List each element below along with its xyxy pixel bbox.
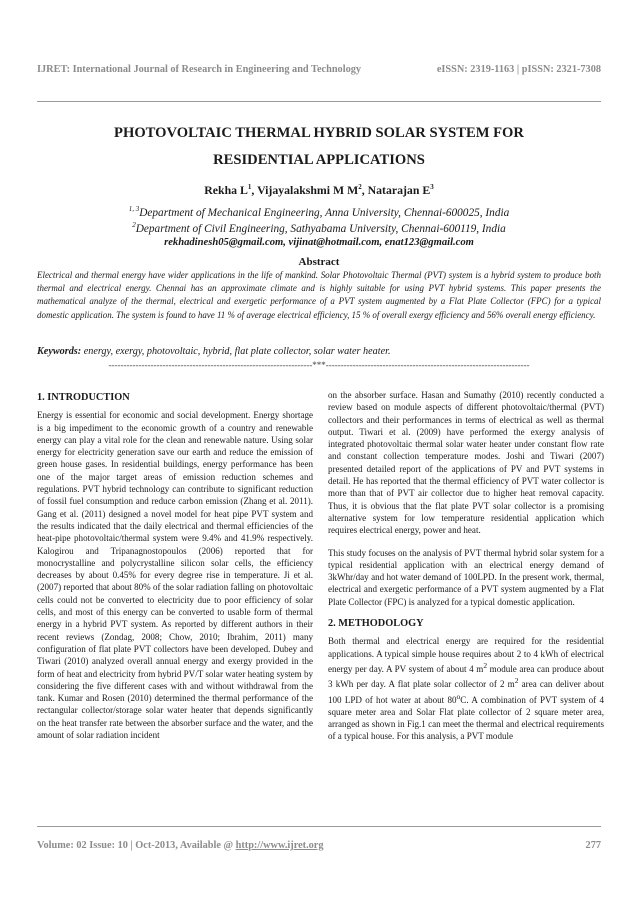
affiliation-1: [37, 205, 601, 219]
affiliation-1-text: Department of Mechanical Engineering, Anna University, Chennai-600025, India: [139, 206, 510, 219]
affiliation-1-sup: 1, 3: [128, 205, 140, 213]
keywords: [37, 346, 601, 357]
journal-name: IJRET: International Journal of Research in Engineering and Technology: [37, 64, 362, 75]
methodology-paragraph: [328, 635, 604, 742]
intro-paragraph: Energy is essential for economic and social development. Energy shortage is a big impediment to the economic growth of a country and renewable energy can play a vital role for the clean and renewable nature. Using solar energy for electricity generation save our earth and reduce the emission of green house gases. In residential buildings, energy performance has been one of the major target areas of emission reduction schemes and regulations. PVT hybrid technology can contribute to significant reduction of fossil fuel consumption and reduce carbon emission (Zhang et al. 2011). Gang et al. (2011) designed a novel model for heat pipe PVT system and the results indicated that the daily electrical and thermal efficiencies of the heat-pipe photovoltaic/thermal system were 9.4% and 41.9% respectively. Kalogirou and Tripanagnostopoulos (2006) reported that for monocrystalline and polycrystalline silicon solar cells, the efficiency decreases by about 0.45% for every degree rise in temperature. Ji et al. (2007) reported that about 80% of the solar radiation falling on photovoltaic cells could not be converted to electricity due to poor efficiency of solar cells, and most of this energy can be converted to usable form of thermal energy in a hybrid PVT system. As reported by different authors in their recent reviews (Zondag, 2008; Chow, 2010; Ibrahim, 2011) many configuration of flat plate PVT collectors have been developed. Dubey and Tiwari (2010) analyzed overall annual energy and exergy provided in the form of heat and electricity from hybrid PV/T solar water heating system by considering the five different cases with and without withdrawal from the tank. Kumar and Rosen (2010) determined the thermal performance of the rectangular collector/storage solar water heater that depends significantly on the heat transfer rate between the absorber surface and the water, and the amount of solar radiation incident: [37, 410, 313, 741]
right-column: [328, 389, 604, 753]
abstract-heading: Abstract: [298, 256, 340, 268]
methodology-text-c: area can deliver about 100 LPD of hot water at about 80: [328, 679, 604, 705]
left-column: [37, 392, 313, 751]
sup-m2-a: 2: [483, 660, 488, 670]
study-focus-paragraph: This study focuses on the analysis of PVT thermal hybrid solar system for a typical residential application with an electrical energy demand of 3kWhr/day and hot water demand of 100LPD. In the present work, thermal, electrical and exergetic performance of a PVT system augmented by a Flat Plate Collector (FPC) is analyzed for a typical domestic application.: [328, 547, 604, 607]
intro-paragraph-continued: on the absorber surface. Hasan and Sumathy (2010) recently conducted a review based on module aspects of different photovoltaic/thermal (PVT) collectors and their performances in terms of electrical as well as thermal output. Tiwari et al. (2009) have performed the exergy analysis of integrated photovoltaic thermal solar water heater under constant flow rate and constant collection temperature modes. Joshi and Tiwari (2007) presented detailed report of the applications of PV and PVT systems in detail. He has reported that the thermal efficiency of PVT water collector is more than that of PVT air collector due to higher heat removal capacity. Thus, it is obvious that the flat plate PVT solar collector is a promising alternative system for low temperature residential application which requires electrical energy, power and heat.: [328, 390, 604, 536]
methodology-text-a: Both thermal and electrical energy are required for the residential applications. A typical simple house requires about 2 to 4 kWh of electrical energy per day. A PV system of about 4 m: [328, 636, 604, 674]
affiliation-2-sup: 2: [132, 221, 136, 229]
keywords-label: Keywords:: [37, 346, 82, 357]
methodology-text-d: C. A combination of PVT system of 4 square meter area and Solar Flat plate collector of 2 square meter area, arranged as shown in Fig.1 can meet the thermal and electrical requirements of a typical house. For this analysis, a PVT module: [328, 694, 605, 742]
author-1: Rekha L: [204, 183, 248, 197]
page-number: 277: [585, 840, 601, 851]
section-heading-methodology: 2. METHODOLOGY: [328, 618, 424, 630]
footer-rule: [37, 826, 601, 827]
section-divider: --------------------------------------------------------------------***--------------------------------------------------------------------: [108, 360, 530, 370]
issn: eISSN: 2319-1163 | pISSN: 2321-7308: [436, 64, 601, 75]
methodology-text-b: module area can produce about 3 kWh per day. A flat plate solar collector of 2 m: [328, 663, 605, 690]
author-1-sup: 1: [247, 183, 252, 192]
author-3: Natarajan E: [367, 183, 431, 197]
author-2: Vijayalakshmi M M: [257, 183, 359, 197]
affiliation-2-text: Department of Civil Engineering, Sathyabama University, Chennai-600119, India: [135, 222, 506, 235]
author-emails: rekhadinesh05@gmail.com, vijinat@hotmail.com, enat123@gmail.com: [164, 237, 474, 248]
title-line-2: RESIDENTIAL APPLICATIONS: [213, 152, 425, 168]
paper-title: [37, 120, 601, 174]
sup-m2-b: 2: [514, 676, 519, 686]
affiliation-2: [37, 221, 601, 235]
author-2-sup: 2: [358, 183, 362, 192]
author-3-sup: 3: [430, 183, 434, 192]
running-footer: [37, 840, 601, 851]
author-list: Rekha $L^1$, Vijayalakshmi M $M^2$, Natarajan $E^3$: [204, 183, 434, 197]
section-heading-introduction: 1. INTRODUCTION: [37, 392, 130, 403]
running-header: [37, 64, 601, 75]
header-rule: [37, 101, 601, 102]
footer-volume: [37, 840, 324, 851]
journal-website-link[interactable]: http://www.ijret.org: [235, 840, 324, 851]
keywords-text: energy, exergy, photovoltaic, hybrid, flat plate collector, solar water heater.: [81, 346, 391, 357]
sup-degree: o: [456, 691, 461, 701]
footer-volume-text: Volume: 02 Issue: 10 | Oct-2013, Available @: [37, 840, 236, 851]
abstract-text: Electrical and thermal energy have wider applications in the life of mankind. Solar Photovoltaic Thermal (PVT) system is a hybrid system to produce both thermal and electrical energy. Chennai has an approximate climate and is highly suitable for using PVT hybrid systems. This paper presents the mathematical analyze of the thermal, electrical and exergetic performance of a PVT system augmented by a Flat Plate Collector (FPC) for a typical domestic application. The system is found to have 11 % of average electrical efficiency, 15 % of overall exergy efficiency and 56% overall energy efficiency.: [37, 270, 601, 320]
title-line-1: PHOTOVOLTAIC THERMAL HYBRID SOLAR SYSTEM FOR: [114, 125, 524, 141]
